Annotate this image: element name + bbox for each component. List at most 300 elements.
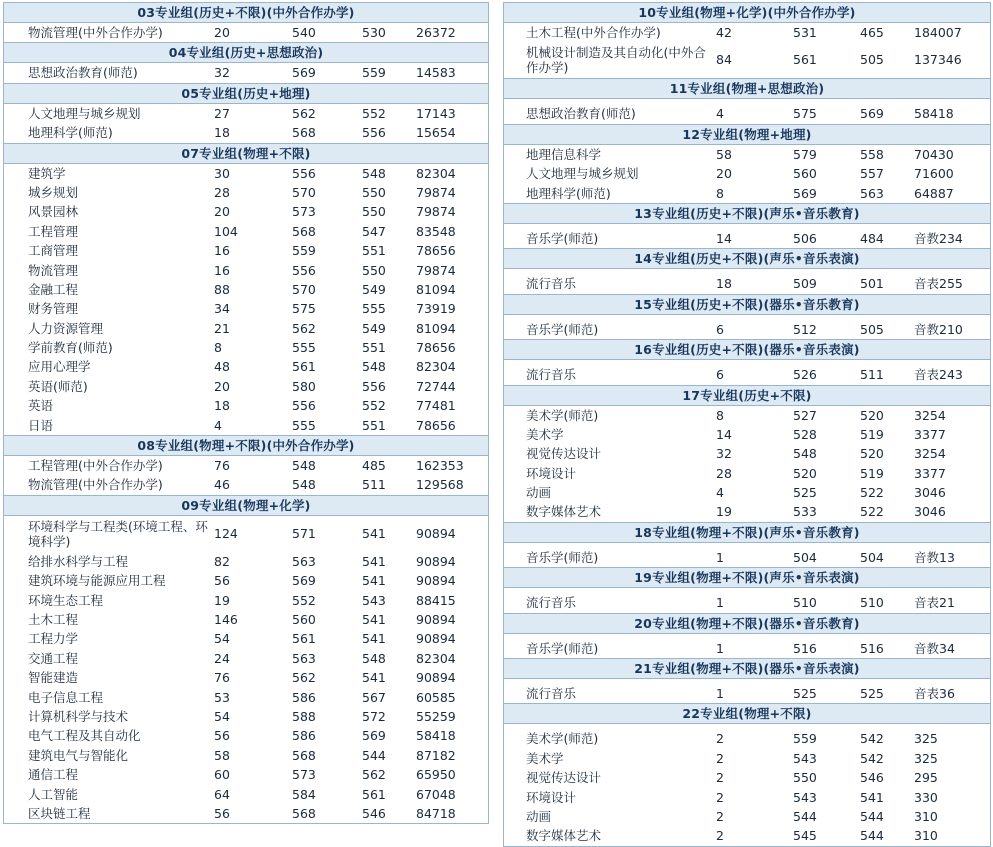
max-score: 545 bbox=[793, 828, 817, 844]
min-rank: 3046 bbox=[914, 485, 946, 501]
group-header: 21专业组(物理+不限)(器乐•音乐表演) bbox=[504, 658, 990, 679]
major-name: 美术学 bbox=[526, 750, 564, 766]
max-score: 510 bbox=[793, 595, 817, 611]
max-score: 570 bbox=[292, 184, 316, 200]
plan-count: 82 bbox=[214, 553, 230, 569]
table-row bbox=[504, 593, 990, 612]
table-row bbox=[504, 684, 990, 703]
table-row bbox=[504, 274, 990, 293]
min-score: 541 bbox=[362, 553, 386, 569]
min-score: 544 bbox=[860, 828, 884, 844]
major-name: 建筑环境与能源应用工程 bbox=[28, 573, 166, 589]
max-score: 550 bbox=[793, 770, 817, 786]
group-header: 16专业组(历史+不限)(器乐•音乐表演) bbox=[504, 339, 990, 360]
min-rank: 90894 bbox=[416, 525, 456, 541]
max-score: 504 bbox=[793, 549, 817, 565]
min-score: 544 bbox=[860, 808, 884, 824]
max-score: 548 bbox=[292, 458, 316, 474]
min-score: 546 bbox=[362, 805, 386, 821]
table-row bbox=[4, 202, 488, 221]
min-rank: 79874 bbox=[416, 204, 456, 220]
min-rank: 60585 bbox=[416, 689, 456, 705]
major-name: 人文地理与城乡规划 bbox=[526, 166, 639, 182]
min-score: 504 bbox=[860, 549, 884, 565]
min-rank: 79874 bbox=[416, 262, 456, 278]
major-name: 视觉传达设计 bbox=[526, 770, 602, 786]
min-rank: 90894 bbox=[416, 573, 456, 589]
max-score: 533 bbox=[793, 504, 817, 520]
max-score: 580 bbox=[292, 378, 316, 394]
min-rank: 71600 bbox=[914, 166, 954, 182]
plan-count: 4 bbox=[214, 417, 222, 433]
major-group bbox=[504, 78, 990, 123]
major-group bbox=[4, 42, 488, 82]
plan-count: 88 bbox=[214, 281, 230, 297]
table-row bbox=[504, 164, 990, 183]
max-score: 569 bbox=[292, 573, 316, 589]
table-row bbox=[504, 425, 990, 444]
min-score: 530 bbox=[362, 25, 386, 40]
min-score: 511 bbox=[860, 367, 884, 383]
min-score: 572 bbox=[362, 708, 386, 724]
table-row bbox=[504, 483, 990, 502]
max-score: 559 bbox=[292, 243, 316, 259]
major-name: 土木工程 bbox=[28, 611, 79, 627]
table-row bbox=[4, 516, 488, 552]
max-score: 573 bbox=[292, 204, 316, 220]
min-score: 501 bbox=[860, 276, 884, 292]
table-row bbox=[4, 707, 488, 726]
table-row bbox=[504, 145, 990, 164]
table-row bbox=[504, 807, 990, 826]
plan-count: 2 bbox=[716, 789, 724, 805]
min-rank: 音教234 bbox=[914, 230, 963, 246]
max-score: 568 bbox=[292, 125, 316, 141]
table-row bbox=[4, 649, 488, 668]
plan-count: 6 bbox=[716, 321, 724, 337]
plan-count: 54 bbox=[214, 631, 230, 647]
major-name: 土木工程(中外合作办学) bbox=[526, 25, 661, 40]
table-row bbox=[4, 552, 488, 571]
table-row bbox=[504, 406, 990, 425]
min-score: 550 bbox=[362, 262, 386, 278]
max-score: 512 bbox=[793, 321, 817, 337]
major-name: 流行音乐 bbox=[526, 686, 577, 702]
max-score: 556 bbox=[292, 262, 316, 278]
table-row bbox=[504, 320, 990, 339]
table-row bbox=[4, 261, 488, 280]
max-score: 526 bbox=[793, 367, 817, 383]
max-score: 568 bbox=[292, 805, 316, 821]
plan-count: 42 bbox=[716, 25, 732, 40]
max-score: 509 bbox=[793, 276, 817, 292]
max-score: 556 bbox=[292, 165, 316, 181]
plan-count: 21 bbox=[214, 320, 230, 336]
plan-count: 24 bbox=[214, 650, 230, 666]
table-row bbox=[4, 241, 488, 260]
min-rank: 79874 bbox=[416, 184, 456, 200]
major-name: 应用心理学 bbox=[28, 359, 91, 375]
plan-count: 124 bbox=[214, 525, 238, 541]
min-rank: 295 bbox=[914, 770, 938, 786]
plan-count: 8 bbox=[716, 185, 724, 201]
major-name: 思想政治教育(师范) bbox=[28, 65, 138, 81]
major-group bbox=[504, 522, 990, 567]
min-rank: 78656 bbox=[416, 417, 456, 433]
max-score: 560 bbox=[292, 611, 316, 627]
plan-count: 48 bbox=[214, 359, 230, 375]
min-rank: 310 bbox=[914, 828, 938, 844]
table-row bbox=[4, 357, 488, 376]
min-rank: 3254 bbox=[914, 407, 946, 423]
min-rank: 82304 bbox=[416, 359, 456, 375]
plan-count: 60 bbox=[214, 767, 230, 783]
plan-count: 2 bbox=[716, 750, 724, 766]
max-score: 525 bbox=[793, 686, 817, 702]
max-score: 575 bbox=[292, 301, 316, 317]
max-score: 555 bbox=[292, 340, 316, 356]
plan-count: 32 bbox=[214, 65, 230, 81]
min-score: 548 bbox=[362, 650, 386, 666]
major-name: 环境设计 bbox=[526, 789, 577, 805]
major-group bbox=[504, 124, 990, 203]
major-name: 视觉传达设计 bbox=[526, 446, 602, 462]
major-name: 交通工程 bbox=[28, 650, 79, 666]
plan-count: 20 bbox=[214, 204, 230, 220]
min-score: 551 bbox=[362, 417, 386, 433]
group-header: 13专业组(历史+不限)(声乐•音乐教育) bbox=[504, 203, 990, 224]
max-score: 548 bbox=[292, 477, 316, 493]
min-score: 567 bbox=[362, 689, 386, 705]
table-row bbox=[4, 629, 488, 648]
min-rank: 162353 bbox=[416, 458, 464, 474]
min-rank: 17143 bbox=[416, 105, 456, 121]
plan-count: 8 bbox=[716, 407, 724, 423]
plan-count: 14 bbox=[716, 426, 732, 442]
max-score: 548 bbox=[793, 446, 817, 462]
max-score: 588 bbox=[292, 708, 316, 724]
min-rank: 3046 bbox=[914, 504, 946, 520]
major-group bbox=[504, 703, 990, 845]
table-row bbox=[4, 688, 488, 707]
min-rank: 129568 bbox=[416, 477, 464, 493]
max-score: 563 bbox=[292, 650, 316, 666]
max-score: 569 bbox=[793, 185, 817, 201]
major-name: 财务管理 bbox=[28, 301, 79, 317]
major-group bbox=[504, 658, 990, 703]
min-score: 520 bbox=[860, 407, 884, 423]
major-group bbox=[504, 339, 990, 384]
plan-count: 18 bbox=[214, 125, 230, 141]
min-rank: 音教13 bbox=[914, 549, 955, 565]
plan-count: 76 bbox=[214, 458, 230, 474]
major-name: 物流管理 bbox=[28, 262, 79, 278]
plan-count: 76 bbox=[214, 670, 230, 686]
table-row bbox=[4, 164, 488, 183]
min-rank: 72744 bbox=[416, 378, 456, 394]
table-row bbox=[4, 299, 488, 318]
plan-count: 53 bbox=[214, 689, 230, 705]
major-group bbox=[4, 495, 488, 823]
major-group bbox=[504, 567, 990, 612]
min-rank: 70430 bbox=[914, 146, 954, 162]
table-row bbox=[4, 319, 488, 338]
table-row bbox=[504, 749, 990, 768]
min-score: 549 bbox=[362, 320, 386, 336]
major-name: 流行音乐 bbox=[526, 595, 577, 611]
min-rank: 90894 bbox=[416, 553, 456, 569]
max-score: 586 bbox=[292, 689, 316, 705]
major-name: 物流管理(中外合作办学) bbox=[28, 477, 163, 493]
min-rank: 3377 bbox=[914, 465, 946, 481]
max-score: 584 bbox=[292, 786, 316, 802]
plan-count: 28 bbox=[214, 184, 230, 200]
min-score: 522 bbox=[860, 485, 884, 501]
plan-count: 19 bbox=[214, 592, 230, 608]
table-row bbox=[4, 63, 488, 82]
min-score: 569 bbox=[860, 106, 884, 122]
table-row bbox=[504, 826, 990, 845]
min-score: 556 bbox=[362, 378, 386, 394]
min-score: 541 bbox=[362, 670, 386, 686]
table-row bbox=[4, 222, 488, 241]
min-score: 562 bbox=[362, 767, 386, 783]
max-score: 561 bbox=[292, 359, 316, 375]
table-row bbox=[504, 464, 990, 483]
major-name: 美术学 bbox=[526, 426, 564, 442]
plan-count: 1 bbox=[716, 595, 724, 611]
table-row bbox=[4, 610, 488, 629]
min-rank: 84718 bbox=[416, 805, 456, 821]
table-row bbox=[4, 475, 488, 494]
group-header: 12专业组(物理+地理) bbox=[504, 124, 990, 145]
table-row bbox=[4, 591, 488, 610]
group-header: 15专业组(历史+不限)(器乐•音乐教育) bbox=[504, 294, 990, 315]
min-score: 484 bbox=[860, 230, 884, 246]
table-row bbox=[504, 104, 990, 123]
table-row bbox=[4, 785, 488, 804]
min-rank: 90894 bbox=[416, 611, 456, 627]
plan-count: 14 bbox=[716, 230, 732, 246]
min-rank: 82304 bbox=[416, 650, 456, 666]
table-row bbox=[504, 365, 990, 384]
table-row bbox=[4, 280, 488, 299]
max-score: 540 bbox=[292, 25, 316, 40]
min-rank: 3377 bbox=[914, 426, 946, 442]
min-rank: 137346 bbox=[914, 52, 962, 68]
major-name: 音乐学(师范) bbox=[526, 321, 599, 337]
major-name: 数字媒体艺术 bbox=[526, 828, 602, 844]
group-header: 07专业组(物理+不限) bbox=[4, 143, 488, 164]
major-name: 给排水科学与工程 bbox=[28, 553, 129, 569]
major-name: 学前教育(师范) bbox=[28, 340, 113, 356]
max-score: 560 bbox=[793, 166, 817, 182]
group-header: 14专业组(历史+不限)(声乐•音乐表演) bbox=[504, 248, 990, 269]
plan-count: 2 bbox=[716, 828, 724, 844]
max-score: 562 bbox=[292, 670, 316, 686]
plan-count: 20 bbox=[214, 25, 230, 40]
max-score: 556 bbox=[292, 398, 316, 414]
group-header: 11专业组(物理+思想政治) bbox=[504, 78, 990, 99]
table-row bbox=[4, 396, 488, 415]
major-name: 电气工程及其自动化 bbox=[28, 728, 141, 744]
max-score: 568 bbox=[292, 747, 316, 763]
table-row bbox=[504, 729, 990, 748]
plan-count: 56 bbox=[214, 805, 230, 821]
min-rank: 3254 bbox=[914, 446, 946, 462]
min-score: 551 bbox=[362, 340, 386, 356]
major-name: 人力资源管理 bbox=[28, 320, 104, 336]
major-name: 智能建造 bbox=[28, 670, 79, 686]
min-rank: 81094 bbox=[416, 320, 456, 336]
plan-count: 20 bbox=[716, 166, 732, 182]
major-group bbox=[504, 203, 990, 248]
min-score: 550 bbox=[362, 204, 386, 220]
max-score: 525 bbox=[793, 485, 817, 501]
min-score: 525 bbox=[860, 686, 884, 702]
table-row bbox=[504, 768, 990, 787]
max-score: 568 bbox=[292, 223, 316, 239]
major-name: 工程力学 bbox=[28, 631, 79, 647]
min-score: 516 bbox=[860, 640, 884, 656]
min-score: 550 bbox=[362, 184, 386, 200]
plan-count: 146 bbox=[214, 611, 238, 627]
min-score: 548 bbox=[362, 359, 386, 375]
major-name: 数字媒体艺术 bbox=[526, 504, 602, 520]
min-score: 519 bbox=[860, 426, 884, 442]
max-score: 520 bbox=[793, 465, 817, 481]
max-score: 562 bbox=[292, 320, 316, 336]
min-rank: 88415 bbox=[416, 592, 456, 608]
major-name: 流行音乐 bbox=[526, 276, 577, 292]
plan-count: 1 bbox=[716, 549, 724, 565]
major-group bbox=[504, 2, 990, 78]
min-rank: 82304 bbox=[416, 165, 456, 181]
group-header: 09专业组(物理+化学) bbox=[4, 495, 488, 516]
group-header: 19专业组(物理+不限)(声乐•音乐表演) bbox=[504, 567, 990, 588]
major-name: 物流管理(中外合作办学) bbox=[28, 25, 163, 40]
max-score: 543 bbox=[793, 750, 817, 766]
min-score: 544 bbox=[362, 747, 386, 763]
major-group bbox=[504, 248, 990, 293]
min-rank: 87182 bbox=[416, 747, 456, 763]
table-row bbox=[4, 804, 488, 823]
major-name: 建筑电气与智能化 bbox=[28, 747, 129, 763]
min-rank: 音表36 bbox=[914, 686, 955, 702]
min-rank: 78656 bbox=[416, 243, 456, 259]
plan-count: 2 bbox=[716, 731, 724, 747]
min-score: 555 bbox=[362, 301, 386, 317]
min-score: 541 bbox=[362, 573, 386, 589]
min-rank: 184007 bbox=[914, 25, 962, 40]
group-header: 10专业组(物理+化学)(中外合作办学) bbox=[504, 2, 990, 23]
max-score: 573 bbox=[292, 767, 316, 783]
min-score: 541 bbox=[362, 525, 386, 541]
major-name: 音乐学(师范) bbox=[526, 549, 599, 565]
plan-count: 104 bbox=[214, 223, 238, 239]
max-score: 563 bbox=[292, 553, 316, 569]
plan-count: 19 bbox=[716, 504, 732, 520]
plan-count: 64 bbox=[214, 786, 230, 802]
table-row bbox=[504, 42, 990, 78]
plan-count: 2 bbox=[716, 808, 724, 824]
plan-count: 6 bbox=[716, 367, 724, 383]
min-score: 551 bbox=[362, 243, 386, 259]
min-score: 569 bbox=[362, 728, 386, 744]
plan-count: 46 bbox=[214, 477, 230, 493]
group-header: 20专业组(物理+不限)(器乐•音乐教育) bbox=[504, 613, 990, 634]
group-header: 18专业组(物理+不限)(声乐•音乐教育) bbox=[504, 522, 990, 543]
major-group bbox=[4, 143, 488, 435]
max-score: 506 bbox=[793, 230, 817, 246]
min-score: 541 bbox=[362, 611, 386, 627]
major-name: 美术学(师范) bbox=[526, 731, 599, 747]
major-group bbox=[4, 435, 488, 495]
max-score: 531 bbox=[793, 25, 817, 40]
plan-count: 18 bbox=[716, 276, 732, 292]
plan-count: 28 bbox=[716, 465, 732, 481]
min-rank: 325 bbox=[914, 731, 938, 747]
table-row bbox=[4, 183, 488, 202]
max-score: 575 bbox=[793, 106, 817, 122]
major-name: 工程管理(中外合作办学) bbox=[28, 458, 163, 474]
right-column bbox=[503, 2, 991, 847]
table-row bbox=[504, 184, 990, 203]
table-row bbox=[504, 548, 990, 567]
table-row bbox=[504, 639, 990, 658]
table-row bbox=[4, 23, 488, 42]
table-row bbox=[4, 765, 488, 784]
major-name: 人文地理与城乡规划 bbox=[28, 105, 141, 121]
min-rank: 15654 bbox=[416, 125, 456, 141]
major-name: 地理信息科学 bbox=[526, 146, 602, 162]
plan-count: 20 bbox=[214, 378, 230, 394]
plan-count: 32 bbox=[716, 446, 732, 462]
major-name: 英语(师范) bbox=[28, 378, 88, 394]
plan-count: 1 bbox=[716, 640, 724, 656]
major-name: 环境科学与工程类(环境工程、环境科学) bbox=[28, 518, 208, 549]
min-rank: 58418 bbox=[416, 728, 456, 744]
min-score: 520 bbox=[860, 446, 884, 462]
major-name: 英语 bbox=[28, 398, 54, 414]
major-name: 动画 bbox=[526, 808, 552, 824]
min-rank: 55259 bbox=[416, 708, 456, 724]
major-name: 音乐学(师范) bbox=[526, 640, 599, 656]
major-name: 思想政治教育(师范) bbox=[526, 106, 636, 122]
group-header: 22专业组(物理+不限) bbox=[504, 703, 990, 724]
min-rank: 音教34 bbox=[914, 640, 955, 656]
plan-count: 27 bbox=[214, 105, 230, 121]
table-row bbox=[4, 456, 488, 475]
table-row bbox=[4, 746, 488, 765]
max-score: 579 bbox=[793, 146, 817, 162]
max-score: 559 bbox=[793, 731, 817, 747]
min-rank: 330 bbox=[914, 789, 938, 805]
min-score: 511 bbox=[362, 477, 386, 493]
major-name: 计算机科学与技术 bbox=[28, 708, 129, 724]
min-rank: 26372 bbox=[416, 25, 456, 40]
min-score: 552 bbox=[362, 398, 386, 414]
major-name: 工程管理 bbox=[28, 223, 79, 239]
major-name: 流行音乐 bbox=[526, 367, 577, 383]
max-score: 516 bbox=[793, 640, 817, 656]
major-name: 地理科学(师范) bbox=[526, 185, 611, 201]
min-rank: 64887 bbox=[914, 185, 954, 201]
min-score: 556 bbox=[362, 125, 386, 141]
plan-count: 30 bbox=[214, 165, 230, 181]
major-group bbox=[504, 294, 990, 339]
major-group bbox=[504, 613, 990, 658]
